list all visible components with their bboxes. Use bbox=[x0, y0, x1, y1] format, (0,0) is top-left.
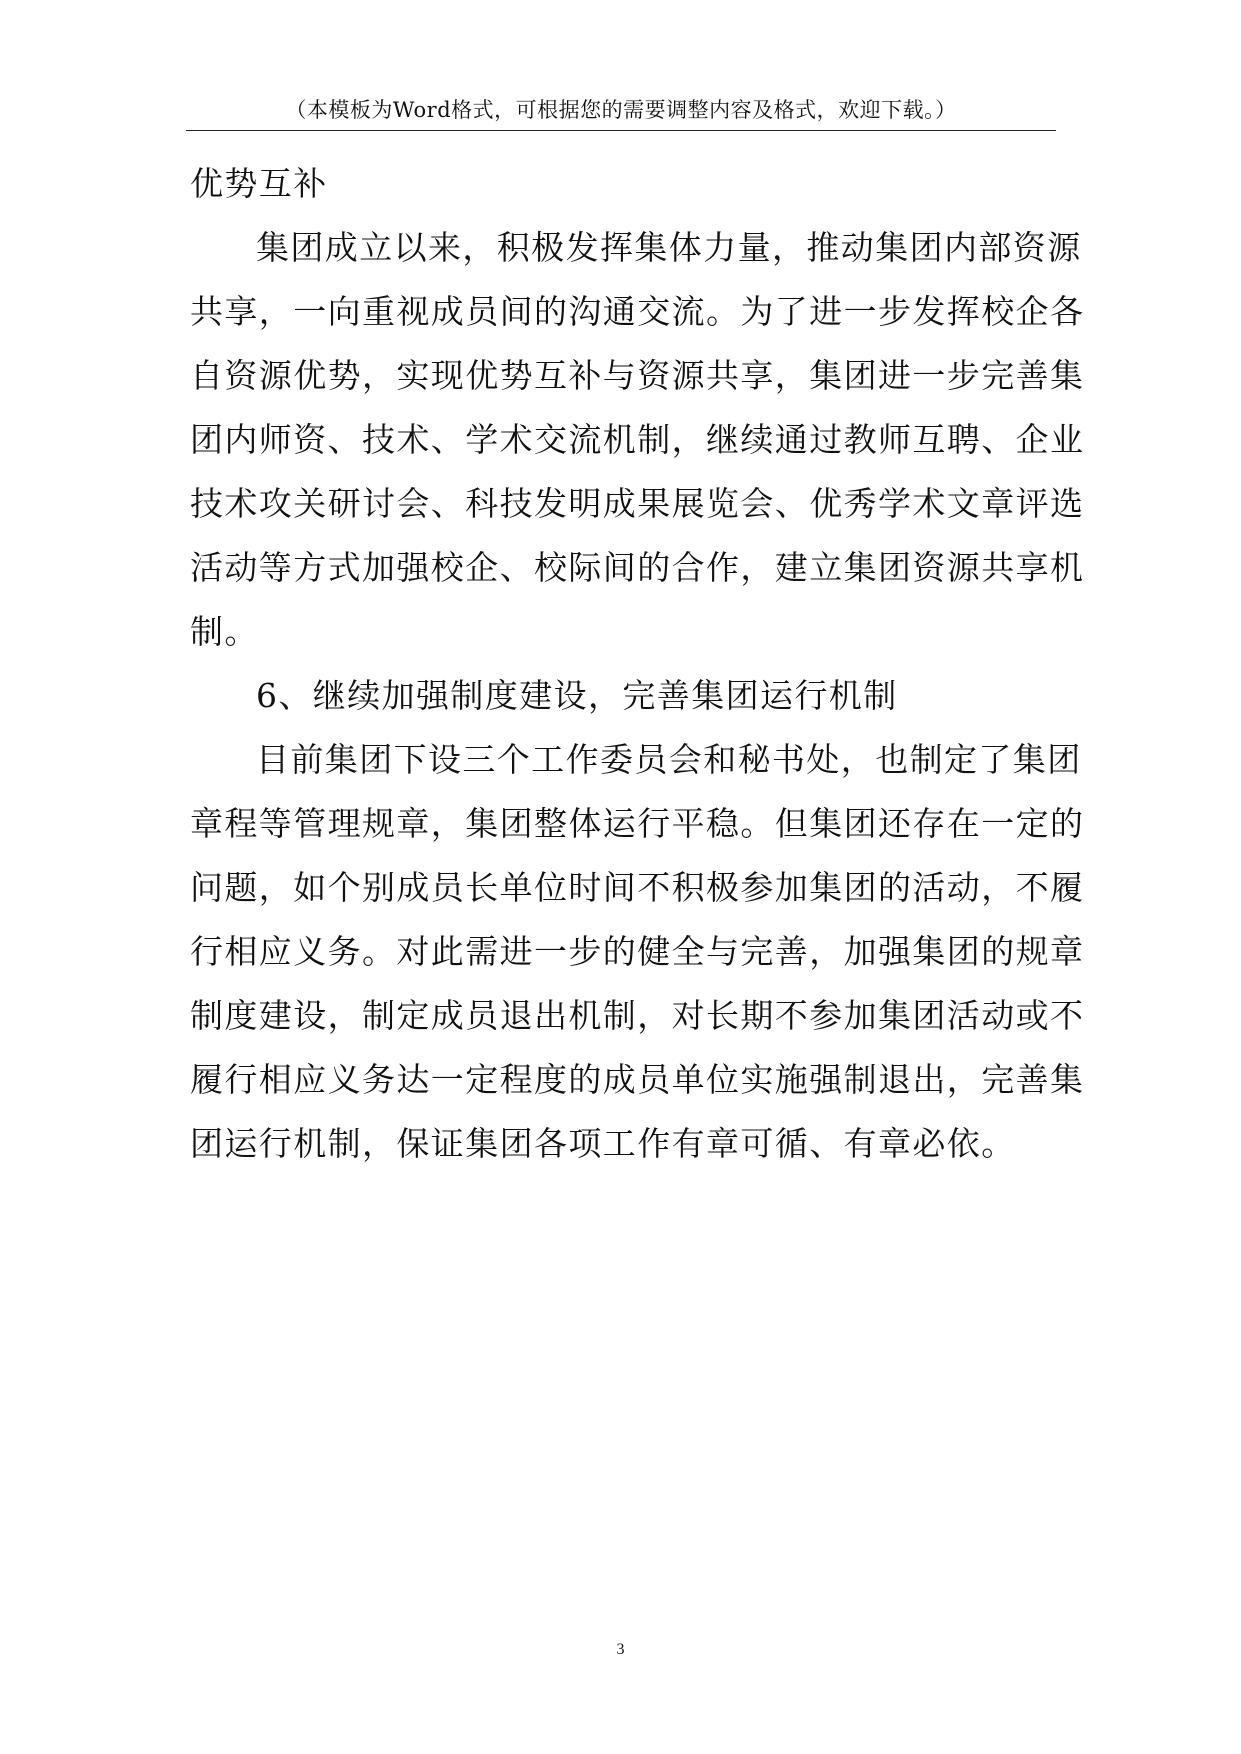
paragraph-line: 技术攻关研讨会、科技发明成果展览会、优秀学术文章评选 bbox=[190, 484, 1085, 523]
paragraph-line: 团运行机制，保证集团各项工作有章可循、有章必依。 bbox=[190, 1124, 1016, 1163]
paragraph-line: 活动等方式加强校企、校际间的合作，建立集团资源共享机 bbox=[190, 548, 1085, 587]
paragraph-line: 自资源优势，实现优势互补与资源共享，集团进一步完善集 bbox=[190, 356, 1085, 395]
page-number: 3 bbox=[616, 1641, 625, 1658]
paragraph-line: 制度建设，制定成员退出机制，对长期不参加集团活动或不 bbox=[190, 996, 1085, 1035]
paragraph-line: 章程等管理规章，集团整体运行平稳。但集团还存在一定的 bbox=[190, 804, 1085, 843]
paragraph-line: 制。 bbox=[190, 612, 259, 651]
header-divider bbox=[186, 130, 1056, 131]
body-text bbox=[190, 152, 1085, 1176]
paragraph-line: 履行相应义务达一定程度的成员单位实施强制退出，完善集 bbox=[190, 1060, 1085, 1099]
paragraph-line: 优势互补 bbox=[190, 164, 328, 203]
header-note: （本模板为Word格式，可根据您的需要调整内容及格式，欢迎下载。） bbox=[285, 98, 957, 122]
paragraph-line: 团内师资、技术、学术交流机制，继续通过教师互聘、企业 bbox=[190, 420, 1085, 459]
paragraph-line: 目前集团下设三个工作委员会和秘书处，也制定了集团 bbox=[256, 740, 1082, 779]
paragraph-line: 行相应义务。对此需进一步的健全与完善，加强集团的规章 bbox=[190, 932, 1085, 971]
paragraph-line: 集团成立以来，积极发挥集体力量，推动集团内部资源 bbox=[256, 228, 1082, 267]
paragraph-line: 共享，一向重视成员间的沟通交流。为了进一步发挥校企各 bbox=[190, 292, 1085, 331]
section-heading: 6、继续加强制度建设，完善集团运行机制 bbox=[256, 676, 898, 715]
paragraph-line: 问题，如个别成员长单位时间不积极参加集团的活动，不履 bbox=[190, 868, 1085, 907]
